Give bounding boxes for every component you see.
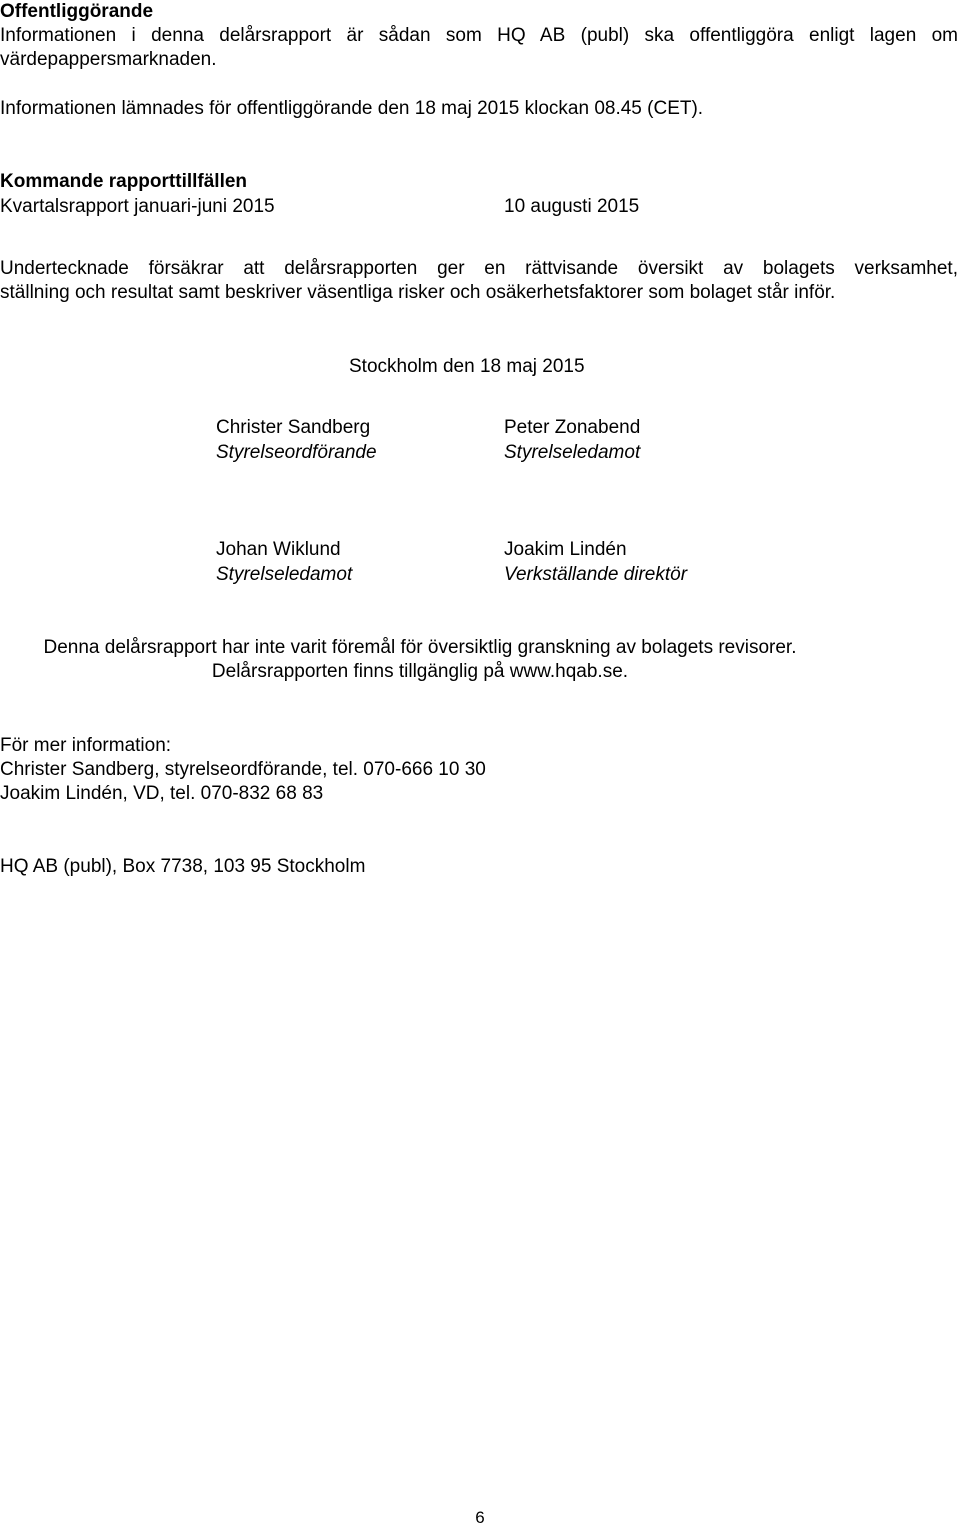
signatory-name: Christer Sandberg (216, 417, 371, 438)
signatory-title: Styrelseledamot (504, 442, 641, 463)
contact-line-1: Christer Sandberg, styrelseordförande, tel. 070-666 10 30 (0, 759, 486, 780)
page-number: 6 (475, 1508, 485, 1527)
assurance-text-line-2: ställning och resultat samt beskriver väsentliga risker och osäkerhetsfaktorer som bolaget står inför. (0, 282, 836, 303)
signatory-name: Joakim Lindén (504, 539, 627, 560)
signatory-title: Styrelseordförande (216, 442, 377, 463)
disclosure-text-line-2: värdepappersmarknaden. (0, 49, 217, 70)
disclosure-time-text: Informationen lämnades för offentliggörande den 18 maj 2015 klockan 08.45 (CET). (0, 98, 704, 119)
upcoming-reports-heading: Kommande rapporttillfällen (0, 171, 248, 192)
upcoming-report-date: 10 augusti 2015 (504, 196, 640, 217)
upcoming-report-name: Kvartalsrapport januari-juni 2015 (0, 196, 275, 217)
company-address: HQ AB (publ), Box 7738, 103 95 Stockholm (0, 856, 366, 877)
disclosure-text-line-1: Informationen i denna delårsrapport är sådan som HQ AB (publ) ska offentliggöra enligt lagen om (0, 25, 958, 46)
signatory-title: Verkställande direktör (504, 564, 688, 585)
signatory-title: Styrelseledamot (216, 564, 353, 585)
place-date: Stockholm den 18 maj 2015 (349, 356, 585, 377)
review-notice-line-2: Delårsrapporten finns tillgänglig på www.hqab.se. (211, 661, 629, 682)
contact-heading: För mer information: (0, 735, 172, 756)
assurance-text-line-1: Undertecknade försäkrar att delårsrapporten ger en rättvisande översikt av bolagets verksamhet, (0, 258, 958, 279)
signatory-name: Peter Zonabend (504, 417, 641, 438)
signatory-name: Johan Wiklund (216, 539, 341, 560)
contact-line-2: Joakim Lindén, VD, tel. 070-832 68 83 (0, 783, 324, 804)
review-notice-line-1: Denna delårsrapport har inte varit föremål för översiktlig granskning av bolagets revisorer. (43, 637, 797, 658)
disclosure-heading: Offentliggörande (0, 1, 154, 22)
